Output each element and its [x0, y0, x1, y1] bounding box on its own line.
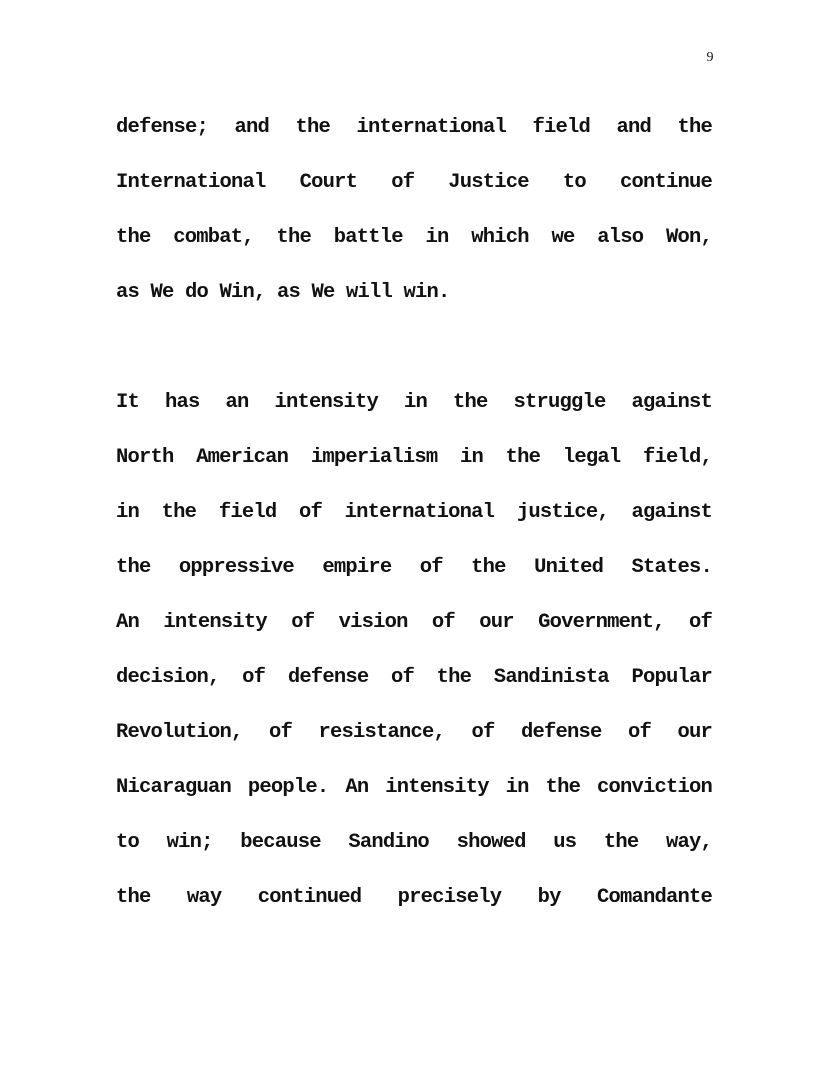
text-line: the oppressive empire of the United States. — [116, 556, 712, 579]
text-line: Revolution, of resistance, of defense of our — [116, 721, 712, 744]
text-line: as We do Win, as We will win. — [116, 281, 450, 304]
paragraph-2 — [116, 375, 712, 925]
text-line: the combat, the battle in which we also Won, — [116, 226, 712, 249]
text-line: Nicaraguan people. An intensity in the conviction — [116, 776, 712, 799]
text-line: to win; because Sandino showed us the way, — [116, 831, 712, 854]
text-line: International Court of Justice to continue — [116, 171, 712, 194]
text-line: in the field of international justice, against — [116, 501, 712, 524]
paragraph-1 — [116, 100, 712, 320]
text-line: the way continued precisely by Comandante — [116, 886, 712, 909]
text-line: decision, of defense of the Sandinista Popular — [116, 666, 712, 689]
text-line: defense; and the international field and the — [116, 116, 712, 139]
text-line: It has an intensity in the struggle against — [116, 391, 712, 414]
text-line: An intensity of vision of our Government, of — [116, 611, 712, 634]
page-number: 9 — [706, 50, 714, 65]
text-line: North American imperialism in the legal field, — [116, 446, 712, 469]
